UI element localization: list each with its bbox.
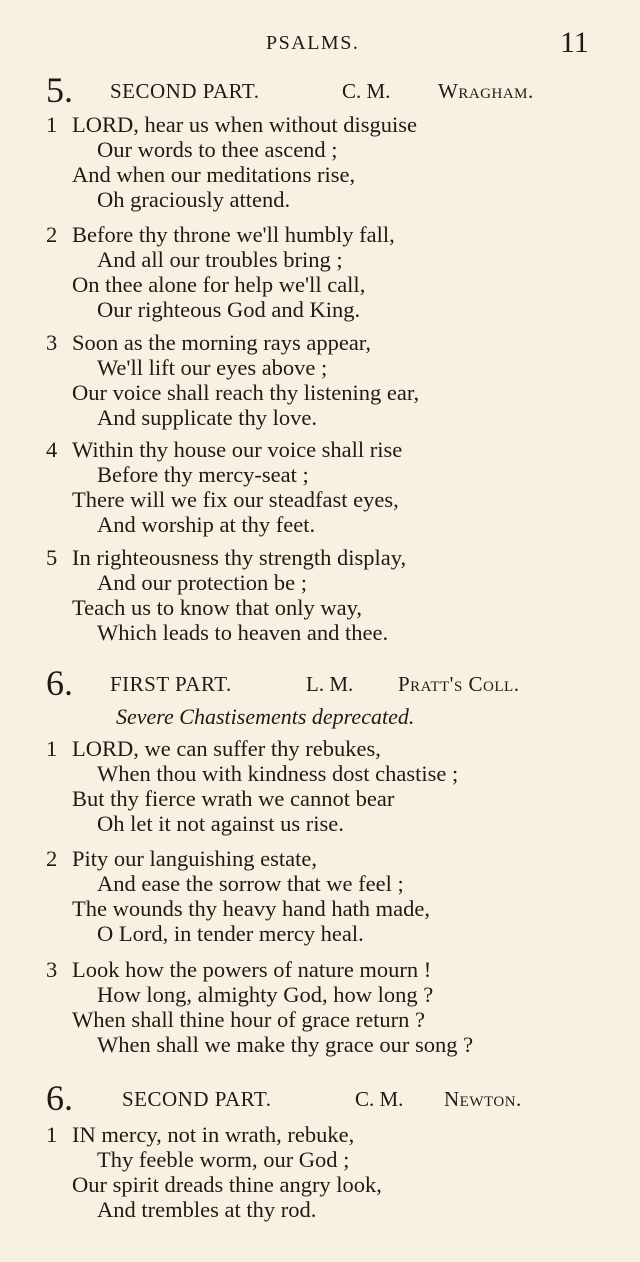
verse-number: 1 xyxy=(46,736,58,761)
stanza xyxy=(0,545,640,645)
verse-line: Oh let it not against us rise. xyxy=(97,811,344,836)
verse-line: Our righteous God and King. xyxy=(97,297,361,322)
verse-line: LORD, we can suffer thy rebukes, xyxy=(72,736,381,761)
verse-line: Within thy house our voice shall rise xyxy=(72,437,403,462)
verse-number: 2 xyxy=(46,222,58,247)
verse-line: Before thy throne we'll humbly fall, xyxy=(72,222,395,247)
verse-line: And ease the sorrow that we feel ; xyxy=(97,871,404,896)
stanza xyxy=(0,846,640,946)
verse-line: O Lord, in tender mercy heal. xyxy=(97,921,364,946)
hymn-number: 5. xyxy=(46,70,73,110)
verse-line: And all our troubles bring ; xyxy=(97,247,343,272)
stanza xyxy=(0,330,640,430)
stanza xyxy=(0,222,640,322)
stanza xyxy=(0,1122,640,1222)
page-number: 11 xyxy=(560,26,589,59)
verse-number: 2 xyxy=(46,846,58,871)
verse-number: 5 xyxy=(46,545,58,570)
verse-line: IN mercy, not in wrath, rebuke, xyxy=(72,1122,355,1147)
running-title: PSALMS. xyxy=(266,32,360,54)
verse-line: Teach us to know that only way, xyxy=(72,595,363,620)
verse-line: LORD, hear us when without disguise xyxy=(72,112,417,137)
verse-line: The wounds thy heavy hand hath made, xyxy=(72,896,431,921)
hymn-heading xyxy=(0,70,640,110)
verse-line: Our voice shall reach thy listening ear, xyxy=(72,380,420,405)
verse-line: When shall we make thy grace our song ? xyxy=(97,1032,474,1057)
verse-number: 3 xyxy=(46,957,58,982)
hymn-number: 6. xyxy=(46,663,73,703)
hymn-heading xyxy=(0,1078,640,1118)
verse-line: In righteousness thy strength display, xyxy=(72,545,407,570)
verse-line: Look how the powers of nature mourn ! xyxy=(72,957,432,982)
verse-line: Pity our languishing estate, xyxy=(72,846,317,871)
verse-line: Our spirit dreads thine angry look, xyxy=(72,1172,382,1197)
verse-line: Before thy mercy-seat ; xyxy=(97,462,309,487)
verse-line: Which leads to heaven and thee. xyxy=(97,620,389,645)
hymn-meter: L. M. xyxy=(306,672,354,696)
hymn-part: SECOND PART. xyxy=(122,1087,272,1111)
verse-line: On thee alone for help we'll call, xyxy=(72,272,366,297)
verse-number: 4 xyxy=(46,437,58,462)
hymn-tune: Pratt's Coll. xyxy=(398,672,520,696)
hymn-part: SECOND PART. xyxy=(110,79,260,103)
verse-number: 1 xyxy=(46,1122,58,1147)
verse-line: How long, almighty God, how long ? xyxy=(97,982,434,1007)
verse-line: Oh graciously attend. xyxy=(97,187,291,212)
verse-line: When thou with kindness dost chastise ; xyxy=(97,761,459,786)
verse-line: Soon as the morning rays appear, xyxy=(72,330,372,355)
hymn-tune: Newton. xyxy=(444,1087,522,1111)
hymn-tune: Wragham. xyxy=(438,79,534,103)
hymn-part: FIRST PART. xyxy=(110,672,232,696)
verse-line: And worship at thy feet. xyxy=(97,512,316,537)
hymn-meter: C. M. xyxy=(342,79,391,103)
stanza xyxy=(0,736,640,836)
verse-line: There will we fix our steadfast eyes, xyxy=(72,487,399,512)
stanza xyxy=(0,112,640,212)
verse-line: And when our meditations rise, xyxy=(72,162,356,187)
verse-line: Our words to thee ascend ; xyxy=(97,137,338,162)
hymn-number: 6. xyxy=(46,1078,73,1118)
verse-line: And trembles at thy rod. xyxy=(97,1197,317,1222)
hymn-heading xyxy=(0,663,640,703)
stanza xyxy=(0,957,640,1057)
verse-number: 3 xyxy=(46,330,58,355)
verse-line: We'll lift our eyes above ; xyxy=(97,355,328,380)
verse-line: And supplicate thy love. xyxy=(97,405,317,430)
stanza xyxy=(0,437,640,537)
hymn-meter: C. M. xyxy=(355,1087,404,1111)
verse-line: When shall thine hour of grace return ? xyxy=(72,1007,425,1032)
running-head xyxy=(0,26,640,60)
verse-number: 1 xyxy=(46,112,58,137)
verse-line: Thy feeble worm, our God ; xyxy=(97,1147,350,1172)
hymn-subtitle: Severe Chastisements deprecated. xyxy=(116,704,415,729)
verse-line: But thy fierce wrath we cannot bear xyxy=(72,786,395,811)
verse-line: And our protection be ; xyxy=(97,570,307,595)
